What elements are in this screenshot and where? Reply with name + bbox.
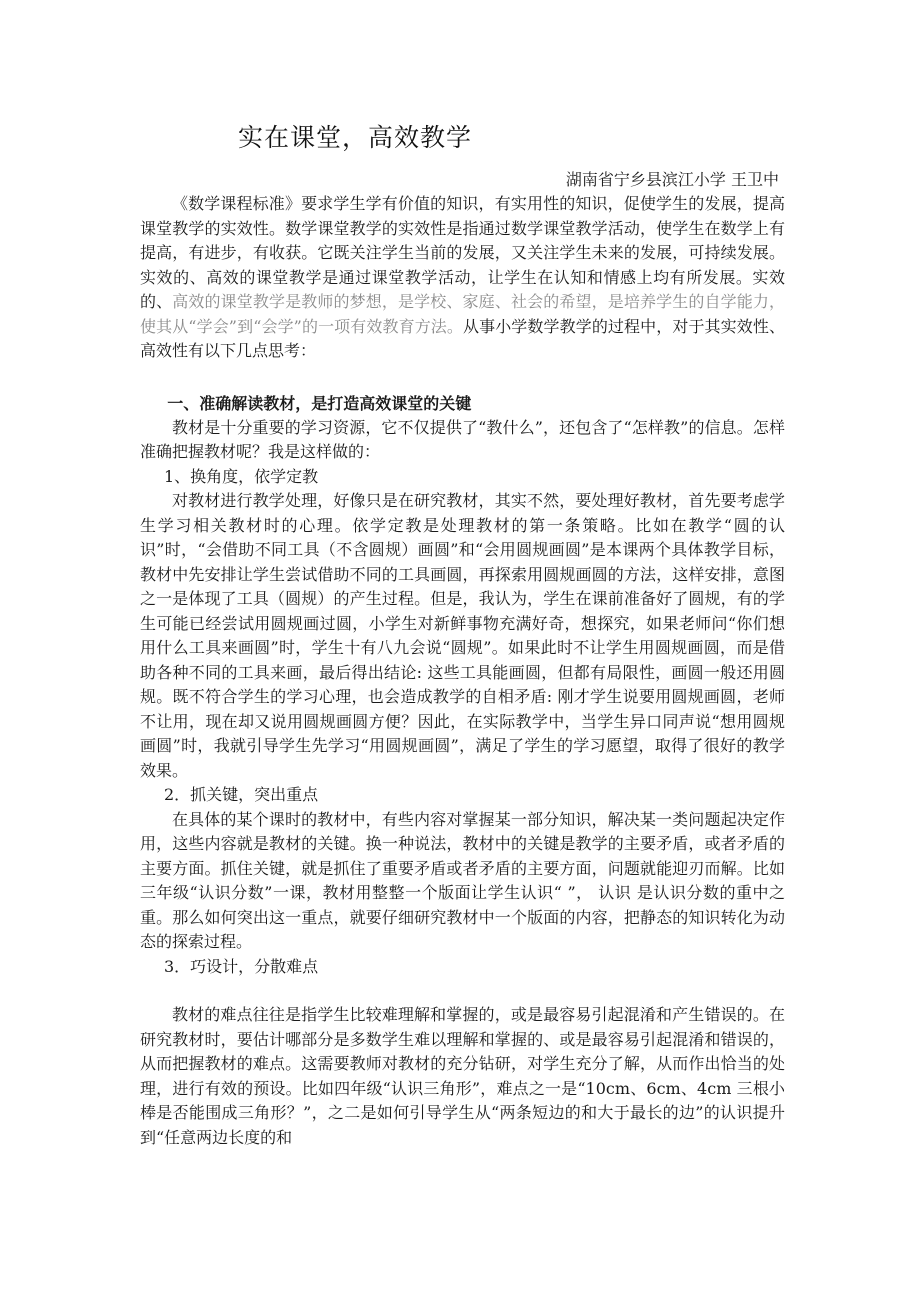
doc-author: 湖南省宁乡县滨江小学 王卫中 <box>565 170 779 189</box>
document-page <box>140 118 785 1150</box>
sub3-body: 教材的难点往往是指学生比较难理解和掌握的，或是最容易引起混淆和产生错误的。在研究教材时，要估计哪部分是多数学生难以理解和掌握的、或是最容易引起混淆和错误的，从而把握教材的难点。这需要教师对教材的充分钻研，对学生充分了解，从而作出恰当的处理，进行有效的预设。比如四年级“认识三角形”，难点之一是“10cm、6cm、4cm 三根小棒是否能围成三角形？”，之二是如何引导学生从“两条短边的和大于最长的边”的认识提升到“任意两边长度的和 <box>140 1005 785 1147</box>
section1-heading: 一、准确解读教材，是打造高效课堂的关键 <box>167 393 472 413</box>
intro-paragraph <box>140 192 785 364</box>
sub1-body: 对教材进行教学处理，好像只是在研究教材，其实不然，要处理好教材，首先要考虑学生学习相关教材时的心理。依学定教是处理教材的第一条策略。比如在教学“圆的认识”时，“会借助不同工具（不含圆规）画圆”和“会用圆规画圆”是本课两个具体教学目标，教材中先安排让学生尝试借助不同的工具画圆，再探索用圆规画圆的方法，这样安排，意图之一是体现了工具（圆规）的产生过程。但是，我认为，学生在课前准备好了圆规，有的学生可能已经尝试用圆规画过圆，小学生对新鲜事物充满好奇，想探究，如果老师问“你们想用什么工具来画圆”时，学生十有八九会说“圆规”。如果此时不让学生用圆规画圆，而是借助各种不同的工具来画，最后得出结论: 这些工具能画圆，但都有局限性，画圆一般还用圆规。既不符合学生的学习心理，也会造成教学的自相矛盾: 刚才学生说要用圆规画圆，老师不让用，现在却又说用圆规画圆方便？因此，在实际教学中，当学生异口同声说“想用圆规画圆”时，我就引导学生先学习“用圆规画圆”，满足了学生的学习愿望，取得了很好的教学效果。 <box>140 491 785 780</box>
doc-title: 实在课堂，高效教学 <box>238 123 473 152</box>
section1-intro: 教材是十分重要的学习资源，它不仅提供了“教什么”，还包含了“怎样教”的信息。怎样准确把握教材呢？我是这样做的： <box>140 417 785 461</box>
sub1-heading: 1、换角度，依学定教 <box>164 466 319 486</box>
intro-text-grey: 高效的课堂教学是教师的梦想，是学校、家庭、社会的希望，是培养学生的自学能力，使其从“学会”到“会学”的一项有效教育方法。 <box>140 292 785 336</box>
sub2-heading: 2．抓关键，突出重点 <box>164 785 319 804</box>
sub2-body: 在具体的某个课时的教材中，有些内容对掌握某一部分知识，解决某一类问题起决定作用，这些内容就是教材的关键。换一种说法，教材中的关键是教学的主要矛盾，或者矛盾的主要方面。抓住关键，就是抓住了重要矛盾或者矛盾的主要方面，问题就能迎刃而解。比如三年级“认识分数”一课，教材用整整一个版面让学生认识“ ”， 认识 是认识分数的重中之重。那么如何突出这一重点，就要仔细研究教材中一个版面的内容，把静态的知识转化为动态的探索过程。 <box>140 809 785 951</box>
sub3-heading: 3．巧设计，分散难点 <box>164 956 319 976</box>
intro-text-b: 从事小学数学教学的过程中，对于其实效性、高效性有以下几点思考： <box>140 316 785 360</box>
intro-text-a: 《数学课程标准》要求学生学有价值的知识，有实用性的知识，促使学生的发展，提高课堂教学的实效性。数学课堂教学的实效性是指通过数学课堂教学活动，使学生在数学上有提高，有进步，有收获。它既关注学生当前的发展，又关注学生未来的发展，可持续发展。实效的、高效的课堂教学是通过课堂教学活动，让学生在认知和情感上均有所发展。实效的、 <box>140 194 785 311</box>
blank-line <box>140 979 785 1003</box>
